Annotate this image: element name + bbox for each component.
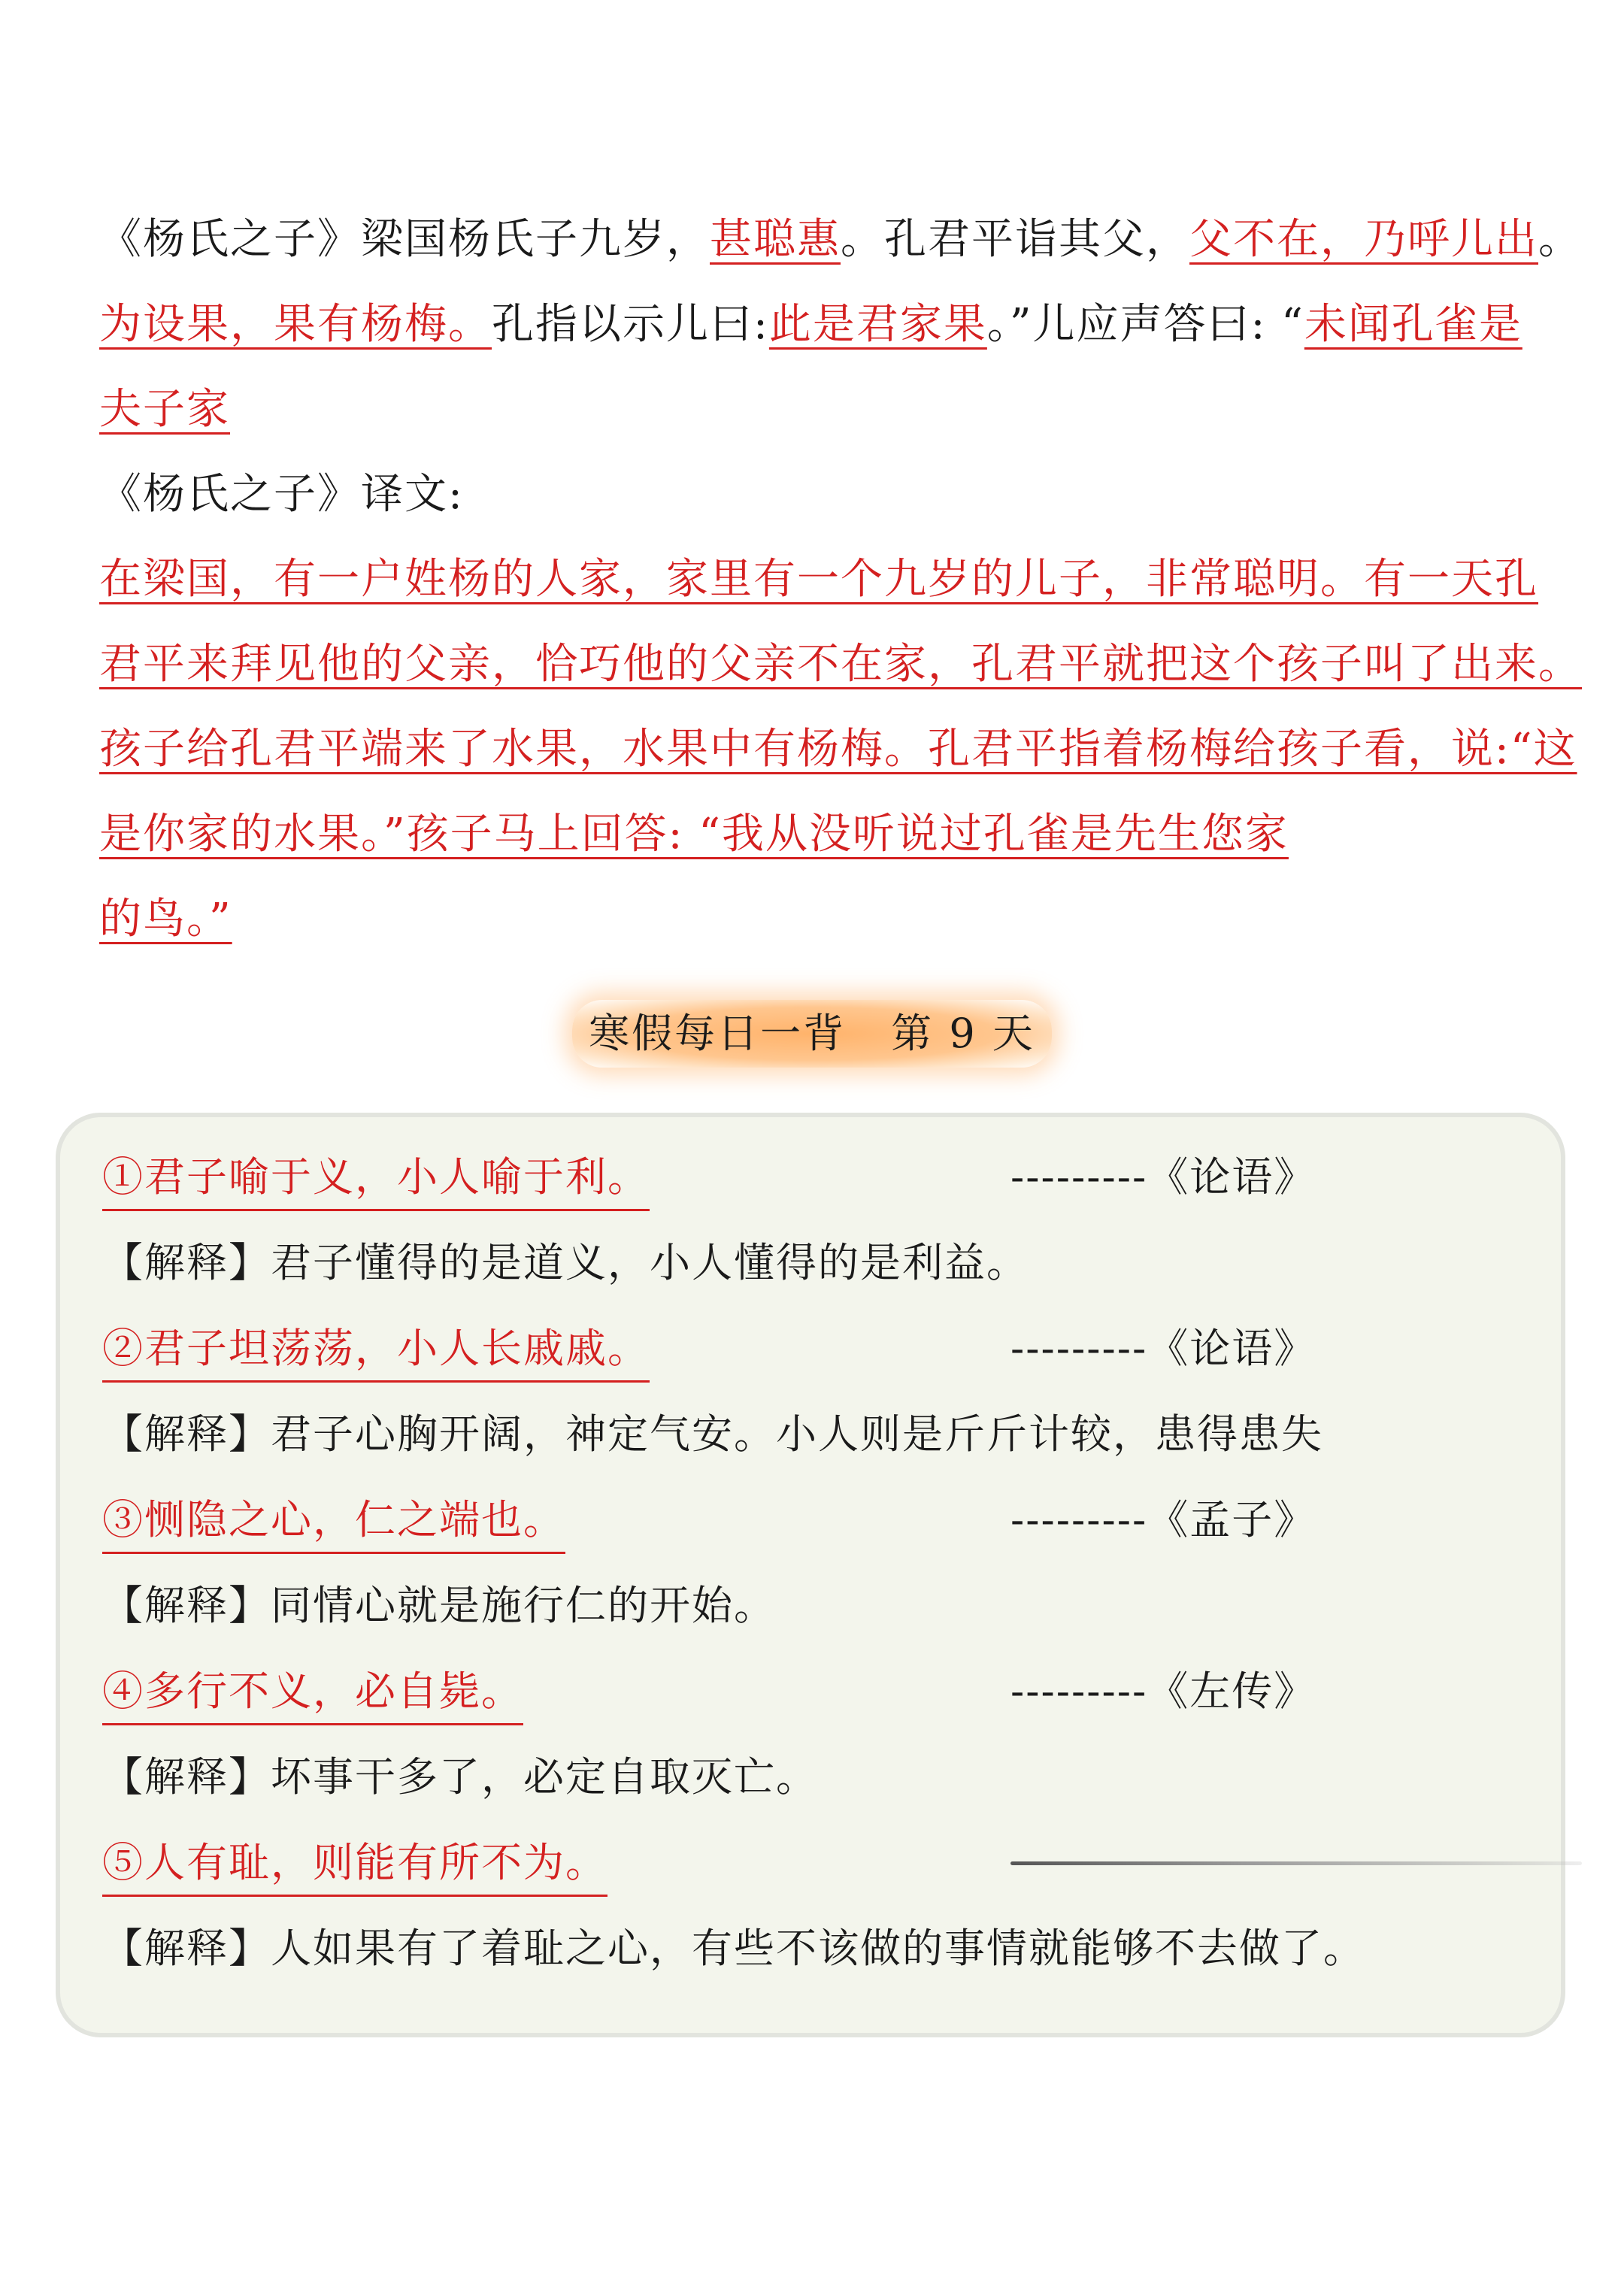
passage-line-3 <box>99 367 1543 452</box>
passage-text: 。 <box>1538 215 1582 264</box>
recitation-card <box>56 1113 1565 2037</box>
section-title <box>0 1000 1624 1068</box>
section-title-day: 第 9 天 <box>891 1010 1035 1057</box>
quote-source: ---------《孟子》 <box>1010 1496 1316 1543</box>
section-title-text: 寒假每日一背 <box>589 1010 847 1057</box>
passage <box>99 197 1582 962</box>
quote-source: ---------《左传》 <box>1010 1667 1316 1715</box>
translation-line <box>99 792 1543 877</box>
quote-source: ---------《论语》 <box>1010 1153 1316 1201</box>
passage-highlight: 未闻孔雀是 <box>1304 300 1522 349</box>
passage-highlight: 夫子家 <box>99 385 230 434</box>
translation-text: 孩子给孔君平端来了水果，水果中有杨梅。孔君平指着杨梅给孩子看，说:“这 <box>99 725 1577 774</box>
passage-highlight: 为设果，果有杨梅。 <box>99 300 492 349</box>
quote-row-4 <box>102 1661 523 1725</box>
translation-text: 是你家的水果。”孩子马上回答: “我从没听说过孔雀是先生您家 <box>99 810 1289 859</box>
translation-text: 君平来拜见他的父亲，恰巧他的父亲不在家，孔君平就把这个孩子叫了出来。 <box>99 640 1582 689</box>
source-divider <box>1010 1861 1582 1865</box>
passage-line-2 <box>99 282 1543 367</box>
explanation-row: 【解释】人如果有了着耻之心，有些不该做的事情就能够不去做了。 <box>102 1925 1365 1972</box>
passage-highlight: 甚聪惠 <box>710 215 841 264</box>
quote-row-1 <box>102 1147 650 1211</box>
passage-text: 。”儿应声答曰: “ <box>986 300 1304 349</box>
explanation-row: 【解释】同情心就是施行仁的开始。 <box>102 1582 776 1629</box>
quote-row-2 <box>102 1319 650 1383</box>
quote-text: ③恻隐之心，仁之端也。 <box>102 1490 565 1554</box>
explanation-row: 【解释】君子懂得的是道义，小人懂得的是利益。 <box>102 1239 1029 1286</box>
translation-line <box>99 707 1577 792</box>
passage-line-1 <box>99 197 1582 282</box>
quote-row-3 <box>102 1490 565 1554</box>
translation-line <box>99 537 1543 622</box>
translation-text: 的鸟。” <box>99 895 232 944</box>
quote-text: ⑤人有耻，则能有所不为。 <box>102 1833 607 1897</box>
explanation-row: 【解释】君子心胸开阔，神定气安。小人则是斤斤计较，患得患失 <box>102 1410 1323 1458</box>
quote-text: ④多行不义，必自毙。 <box>102 1661 523 1725</box>
quote-text: ②君子坦荡荡，小人长戚戚。 <box>102 1319 650 1383</box>
translation-title <box>99 452 1543 537</box>
section-title-badge <box>572 1000 1052 1068</box>
quote-text: ①君子喻于义，小人喻于利。 <box>102 1147 650 1211</box>
translation-line <box>99 877 1543 962</box>
explanation-row: 【解释】坏事干多了，必定自取灭亡。 <box>102 1753 818 1801</box>
passage-text: 《杨氏之子》梁国杨氏子九岁， <box>99 215 710 264</box>
passage-highlight: 父不在，乃呼儿出 <box>1189 215 1538 264</box>
passage-text: 孔指以示儿曰: <box>492 300 769 349</box>
passage-text: 。孔君平诣其父， <box>841 215 1189 264</box>
quote-source: ---------《论语》 <box>1010 1325 1316 1372</box>
passage-highlight: 此是君家果 <box>768 300 987 349</box>
translation-text: 在梁国，有一户姓杨的人家，家里有一个九岁的儿子，非常聪明。有一天孔 <box>99 555 1538 604</box>
translation-title-text: 《杨氏之子》译文: <box>99 470 464 519</box>
quote-row-5 <box>102 1833 607 1897</box>
translation-line <box>99 622 1582 707</box>
